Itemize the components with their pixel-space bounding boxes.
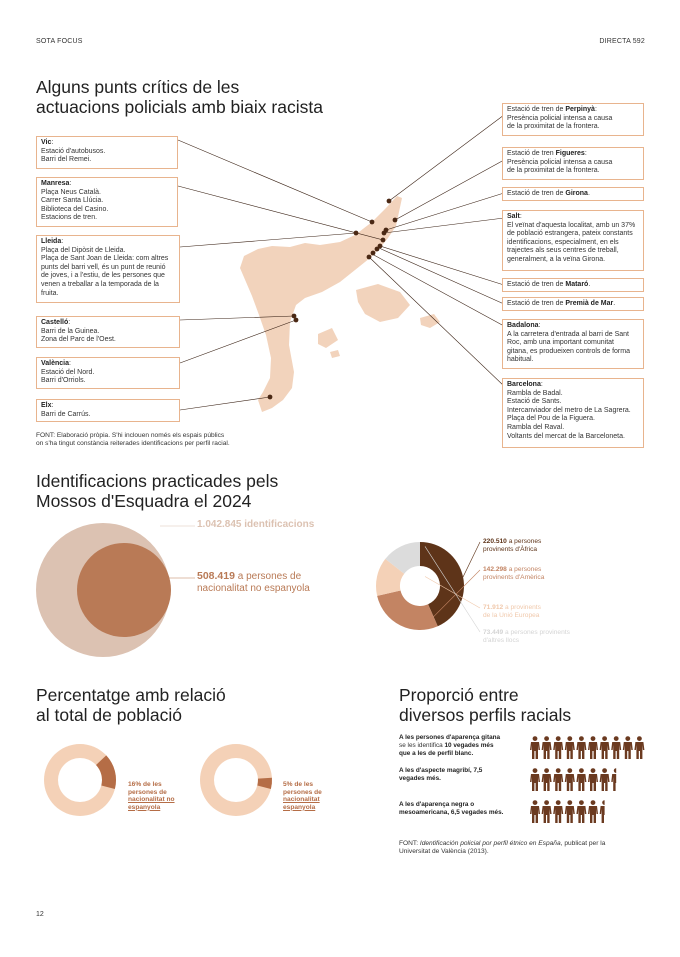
- legend-east: 73.449 a persones provinents d'altres llocs: [483, 629, 570, 644]
- person-icon: [588, 768, 598, 791]
- pct-label-1: 16% de les persones de nacionalitat no espanyola: [128, 781, 175, 811]
- map-box-manresa: Manresa: Plaça Neus Català. Carrer Santa Llúcia. Biblioteca del Casino. Estacions de tren.: [36, 177, 178, 227]
- person-icon: [565, 800, 575, 823]
- person-icon: [530, 800, 540, 823]
- person-icon: [553, 800, 563, 823]
- person-icon: [553, 768, 563, 791]
- person-icon: [576, 736, 586, 759]
- percentage-title: Percentatge amb relació al total de població: [36, 685, 226, 725]
- map-source: FONT: Elaboració pròpia. S'hi inclouen només els espais públics on s'ha tingut constància reiterades identificacions per perfil racial.: [36, 432, 230, 447]
- legend-europe: 71.912 a provinents de la Unió Europea: [483, 604, 541, 619]
- leader-line-manresa: [178, 186, 383, 240]
- leader-line-salt: [384, 218, 504, 233]
- map-title: Alguns punts crítics de les actuacions policials amb biaix racista: [36, 77, 323, 117]
- origin-leader-africa: [463, 542, 480, 577]
- map-point-premia: [375, 247, 380, 252]
- map-island-menorca: [420, 314, 440, 328]
- leader-line-elx: [180, 397, 270, 410]
- map-island-mallorca: [356, 284, 410, 322]
- total-identifications-label: 1.042.845 identificacions: [197, 519, 315, 530]
- pct-label-2: 5% de les persones de nacionalitat espanyola: [283, 781, 322, 811]
- map-box-barcelona: Barcelona: Rambla de Badal. Estació de Sants. Intercanviador del metro de La Sagrera. Plaça del Pou de la Figuera. Rambla del Raval. Voltants del mercat de la Barceloneta.: [502, 378, 644, 448]
- racial-title: Proporció entre diversos perfils racials: [399, 685, 572, 725]
- person-icon: [565, 736, 575, 759]
- map-box-mataro: Estació de tren de Mataró.: [502, 278, 644, 292]
- person-icon: [565, 768, 575, 791]
- map-box-vic: Vic: Estació d'autobusos. Barri del Remei.: [36, 136, 178, 169]
- map-box-premia: Estació de tren de Premià de Mar.: [502, 297, 644, 311]
- leader-line-vic: [178, 140, 372, 222]
- map-box-castello: Castelló: Barri de la Guinea. Zona del Parc de l'Oest.: [36, 316, 180, 348]
- people-pictogram: [530, 732, 655, 827]
- magazine-issue: DIRECTA 592: [599, 38, 645, 45]
- origin-slice-america: [377, 590, 438, 630]
- legend-africa: 220.510 a persones provinents d'Àfrica: [483, 538, 542, 553]
- leader-line-mataro: [380, 246, 504, 285]
- identifications-title: Identificacions practicades pels Mossos d'Esquadra el 2024: [36, 471, 279, 511]
- person-icon: [588, 736, 598, 759]
- person-icon: [542, 768, 552, 791]
- map-point-barcelona: [367, 255, 372, 260]
- map-box-elx: Elx: Barri de Carrús.: [36, 399, 180, 422]
- map-point-badalona: [371, 251, 376, 256]
- map-box-badalona: Badalona: A la carretera d'entrada al barri de Sant Roc, amb una important comunitat gitana, es produeixen controls de forma habitual.: [502, 319, 644, 369]
- map-box-perpinya: Estació de tren de Perpinyà: Presència policial intensa a causa de la proximitat de la frontera.: [502, 103, 644, 136]
- origin-donut: [376, 542, 464, 630]
- map-island-formentera: [330, 350, 340, 358]
- page-number: 12: [36, 911, 44, 918]
- map-box-figueres: Estació de tren Figueres: Presència policial intensa a causa de la proximitat de la frontera.: [502, 147, 644, 180]
- map-point-elx: [268, 395, 273, 400]
- racial-row-black-text: A les d'aparença negra o mesoamericana, 6,5 vegades més.: [399, 801, 504, 816]
- person-icon: [623, 736, 633, 759]
- map-point-valencia: [294, 318, 299, 323]
- leader-line-girona: [386, 193, 504, 230]
- leader-line-barcelona: [369, 257, 504, 386]
- leader-line-perpinya: [389, 115, 504, 201]
- map-point-vic: [370, 220, 375, 225]
- map-box-girona: Estació de tren de Girona.: [502, 187, 644, 201]
- map-point-perpinya: [387, 199, 392, 204]
- section-label: SOTA FOCUS: [36, 38, 83, 45]
- person-icon: [542, 800, 552, 823]
- racial-row-gypsy-text: A les persones d'aparença gitana se les identifica 10 vegades més que a les de perfil blanc.: [399, 734, 501, 757]
- map-point-manresa: [381, 238, 386, 243]
- identifications-chart: [0, 510, 680, 680]
- person-icon: [600, 800, 610, 823]
- legend-america: 142.298 a persones provinents d'Amèrica: [483, 566, 545, 581]
- map-box-lleida: Lleida: Plaça del Dipòsit de Lleida. Plaça de Sant Joan de Lleida: com altres punts del barri vell, és un punt de reunió de joves, i a l'estiu, de les persones que venen a treballar a la temporada de la fruita.: [36, 235, 180, 303]
- pct-donut-2-hole: [214, 758, 258, 802]
- pct-donut-1-hole: [58, 758, 102, 802]
- foreign-identifications-label: 508.419 a persones de nacionalitat no espanyola: [197, 570, 310, 594]
- map-island-eivissa: [318, 328, 338, 348]
- pct-donut-1: [44, 744, 116, 816]
- map-point-salt: [382, 231, 387, 236]
- pct-donut-2: [200, 744, 272, 816]
- person-icon: [530, 768, 540, 791]
- person-icon: [530, 736, 540, 759]
- person-icon: [576, 800, 586, 823]
- person-icon: [542, 736, 552, 759]
- person-icon: [588, 800, 598, 823]
- person-icon: [634, 736, 644, 759]
- person-icon: [611, 736, 621, 759]
- map-point-figueres: [393, 218, 398, 223]
- racial-row-maghreb-text: A les d'aspecte magribí, 7,5 vegades més.: [399, 767, 483, 782]
- racial-source: FONT: Identificación policial por perfil étnico en España, publicat per la Universitat de València (2013).: [399, 840, 606, 855]
- leader-line-figueres: [395, 160, 504, 220]
- map-box-salt: Salt: El veïnat d'aquesta localitat, amb un 37% de població estrangera, pateix constants identificacions, especialment, en els trajectes als seus centres de treball, generalment, a la veïna Girona.: [502, 210, 644, 271]
- person-icon: [611, 768, 621, 791]
- person-icon: [576, 768, 586, 791]
- map-point-lleida: [354, 231, 359, 236]
- person-icon: [553, 736, 563, 759]
- person-icon: [600, 768, 610, 791]
- person-icon: [600, 736, 610, 759]
- foreign-circle: [77, 543, 171, 637]
- map-box-valencia: València: Estació del Nord. Barri d'Orriols.: [36, 357, 180, 389]
